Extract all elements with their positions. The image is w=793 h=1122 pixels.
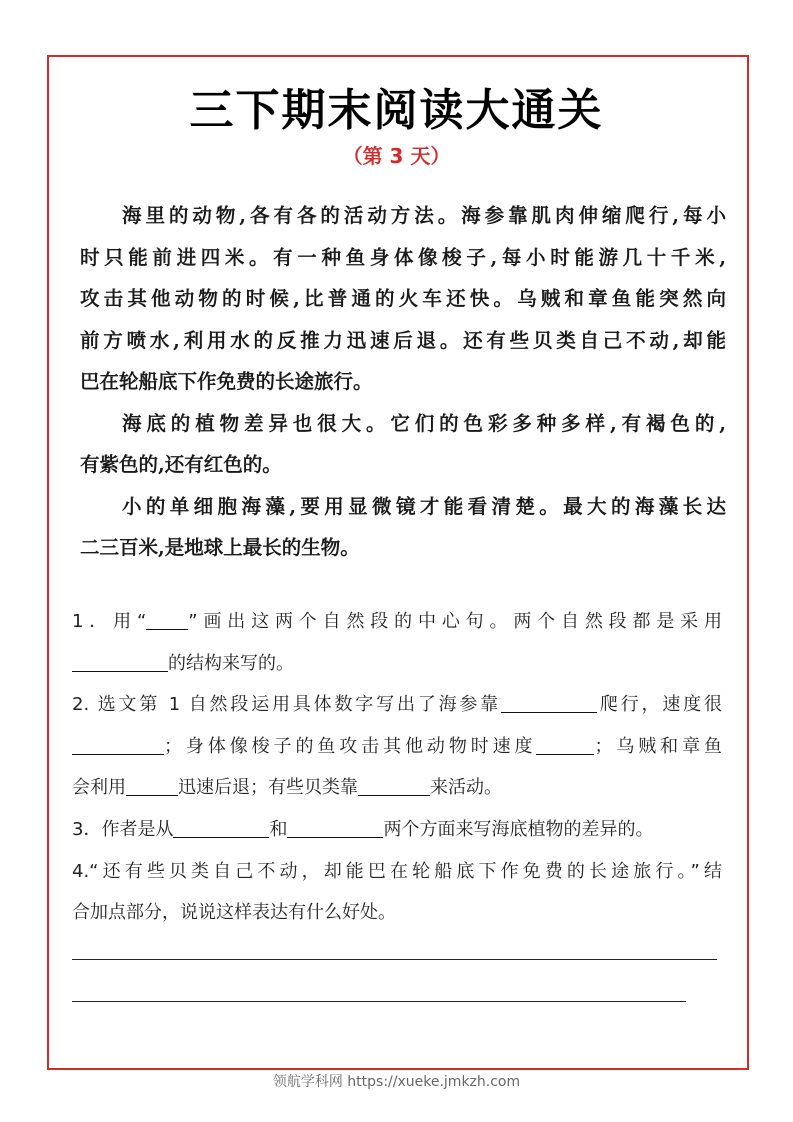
text: ；乌贼和章鱼 — [594, 736, 722, 757]
answer-blank[interactable] — [287, 819, 383, 838]
text: 两个方面来写海底植物的差异的。 — [383, 819, 654, 840]
text: 来活动。 — [430, 777, 502, 798]
answer-blank[interactable] — [358, 777, 430, 796]
page-title: 三下期末阅读大通关 — [189, 85, 604, 136]
question-1-line — [72, 649, 722, 675]
text: 3．作者是从 — [72, 819, 174, 840]
passage-line: 前方喷水,利用水的反推力迅速后退。还有些贝类自己不动,却能 — [80, 329, 726, 352]
question-2-line — [72, 732, 722, 758]
text: 会利用 — [72, 777, 126, 798]
question-4-line: 4.“还有些贝类自己不动，却能巴在轮船底下作免费的长途旅行。”结 — [72, 861, 722, 882]
text: 和 — [269, 819, 288, 840]
text: 1．用“ — [72, 611, 147, 632]
question-1-line — [72, 607, 722, 633]
answer-blank[interactable] — [173, 819, 269, 838]
text: 迅速后退；有些贝类靠 — [178, 777, 358, 798]
passage-line: 攻击其他动物的时候,比普通的火车还快。乌贼和章鱼能突然向 — [80, 287, 726, 310]
question-2-line — [72, 773, 722, 799]
footer-watermark: 领航学科网 https://xueke.jmkzh.com — [272, 1074, 521, 1090]
passage-line: 小的单细胞海藻,要用显微镜才能看清楚。最大的海藻长达 — [122, 495, 726, 518]
answer-line[interactable] — [72, 1001, 686, 1002]
answer-blank[interactable] — [126, 777, 178, 796]
text: 2. 选文第 1 自然段运用具体数字写出了海参靠 — [72, 694, 502, 715]
passage-line: 巴在轮船底下作免费的长途旅行。 — [80, 370, 373, 393]
answer-blank[interactable] — [536, 736, 594, 755]
page-subtitle: （第 3 天） — [342, 144, 451, 168]
text: ”画出这两个自然段的中心句。两个自然段都是采用 — [188, 611, 723, 632]
text: 的结构来写的。 — [168, 653, 294, 674]
answer-blank[interactable] — [72, 653, 168, 672]
passage-line: 有紫色的,还有红色的。 — [80, 453, 282, 476]
passage-line: 时只能前进四米。有一种鱼身体像梭子,每小时能游几十千米, — [80, 246, 726, 269]
passage-line: 海底的植物差异也很大。它们的色彩多种多样,有褐色的, — [122, 412, 726, 435]
answer-line[interactable] — [72, 959, 717, 960]
question-2-line — [72, 690, 722, 716]
passage-line: 海里的动物,各有各的活动方法。海参靠肌肉伸缩爬行,每小 — [122, 204, 726, 227]
answer-blank[interactable] — [146, 611, 188, 630]
question-4-line: 合加点部分，说说这样表达有什么好处。 — [72, 902, 396, 923]
answer-blank[interactable] — [501, 694, 597, 713]
passage-line: 二三百米,是地球上最长的生物。 — [80, 536, 360, 559]
text: 爬行，速度很 — [597, 694, 722, 715]
question-3-line — [72, 815, 722, 841]
answer-blank[interactable] — [72, 736, 164, 755]
text: ；身体像梭子的鱼攻击其他动物时速度 — [164, 736, 537, 757]
